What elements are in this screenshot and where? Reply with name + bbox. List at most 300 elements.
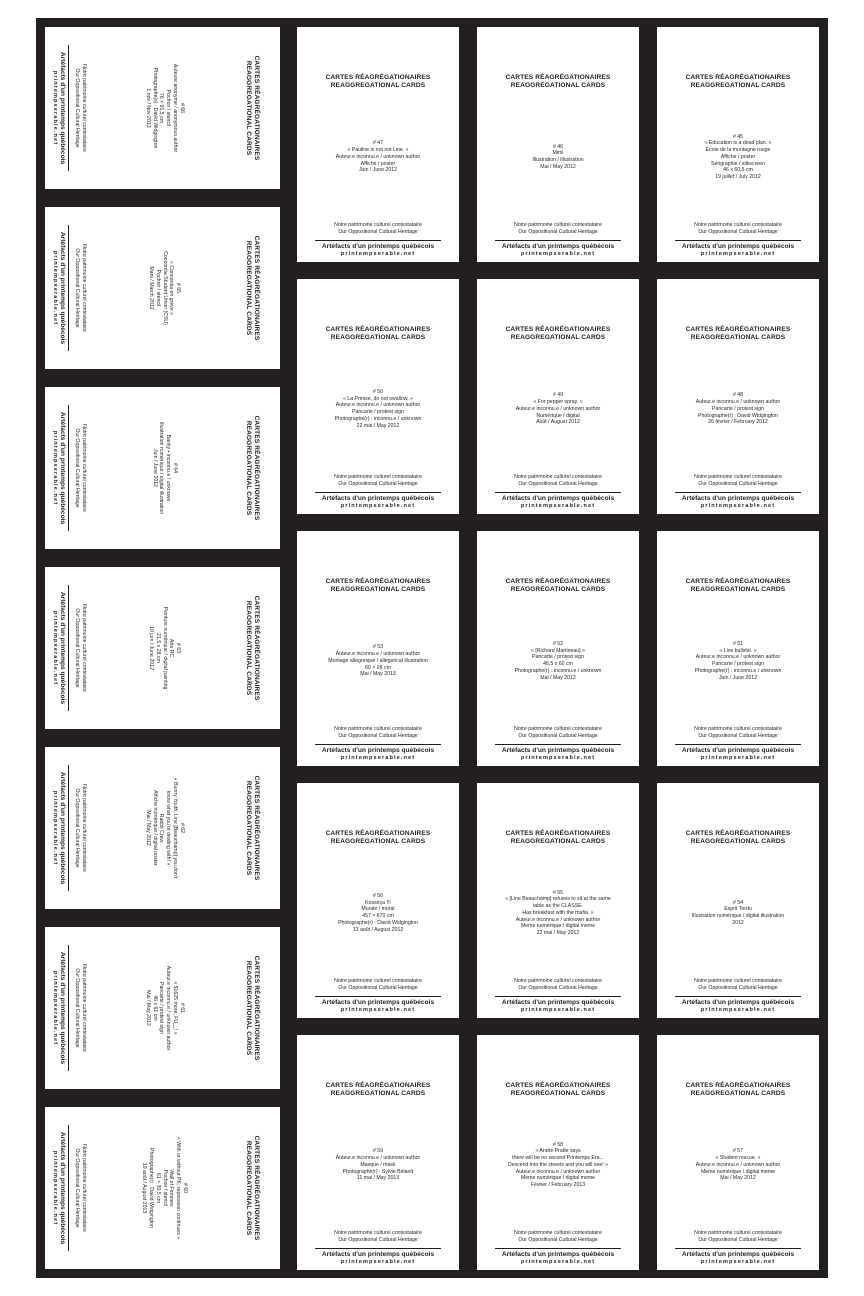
card-title-fr: CARTES RÉAGRÉGATIONAIRES — [505, 578, 611, 585]
heritage-en: Our Oppositional Cultural Heritage — [698, 481, 778, 488]
card-detail-line: « [Line Beauchamp] refuses to sit at the same — [505, 896, 611, 903]
heritage-fr: Notre patrimoine culturel contestataire — [80, 604, 87, 692]
card-title-fr: CARTES RÉAGRÉGATIONAIRES — [685, 74, 791, 81]
website-label: printempserable.net — [52, 790, 59, 866]
card-detail-line: 46 x 61 cm — [151, 995, 158, 1021]
website-label: printempserable.net — [520, 1006, 596, 1013]
card-title-en: REAGGREGATIONAL CARDS — [510, 81, 606, 89]
card-divider — [69, 765, 70, 891]
heritage-fr: Notre patrimoine culturel contestataire — [334, 474, 422, 481]
card-divider — [675, 744, 801, 745]
card-detail-line: Mai / May 2012 — [144, 990, 151, 1026]
card-divider — [69, 1125, 70, 1251]
card-title-en: REAGGREGATIONAL CARDS — [245, 600, 253, 696]
card-title-en: REAGGREGATIONAL CARDS — [245, 960, 253, 1056]
card-title-fr: CARTES RÉAGRÉGATIONAIRES — [325, 326, 431, 333]
heritage-en: Our Oppositional Cultural Heritage — [518, 1237, 598, 1244]
artefacts-label: Artéfacts d'un printemps québécois — [501, 242, 615, 250]
card-detail-line: Août / August 2012 — [536, 419, 580, 426]
card-number: # 52 — [552, 640, 564, 647]
card-detail-line: Pancarte / protest sign — [712, 661, 764, 668]
artefacts-label: Artéfacts d'un printemps québécois — [681, 1250, 795, 1258]
card-detail-line: Pochoir / stencil — [154, 269, 161, 307]
card-divider — [675, 996, 801, 997]
card-detail-line: Auteur.e inconnu.e / unknown author — [335, 651, 421, 658]
card-detail-line: Photographe(r) : inconnu.e / unknown — [694, 667, 782, 674]
artefacts-label: Artéfacts d'un printemps québécois — [681, 242, 795, 250]
card-title-fr: CARTES RÉAGRÉGATIONAIRES — [253, 595, 260, 701]
card-66 — [45, 27, 280, 189]
website-label: printempserable.net — [340, 1006, 416, 1013]
card-title-en: REAGGREGATIONAL CARDS — [245, 1140, 253, 1236]
card-divider — [675, 492, 801, 493]
card-divider — [495, 744, 621, 745]
card-number: # 62 — [178, 822, 185, 834]
card-detail-line: Sérigraphie / silkscreen — [711, 160, 765, 167]
card-title-fr: CARTES RÉAGRÉGATIONAIRES — [685, 578, 791, 585]
card-detail-line: 22 mai / May 2012 — [536, 930, 580, 937]
card-49 — [477, 279, 639, 514]
card-detail-line: Numérique / digital — [536, 412, 580, 419]
card-title-fr: CARTES RÉAGRÉGATIONAIRES — [505, 1082, 611, 1089]
heritage-fr: Notre patrimoine culturel contestataire — [80, 64, 87, 152]
card-detail-line: Pancarte / protest sign — [352, 409, 404, 416]
card-detail-line: Mai / May 2012 — [720, 1175, 756, 1182]
artefacts-label: Artéfacts d'un printemps québécois — [59, 951, 67, 1065]
card-61 — [45, 927, 280, 1089]
website-label: printempserable.net — [340, 250, 416, 257]
card-detail-line: Mai / May 2012 — [540, 674, 576, 681]
card-detail-line: 13 août / August 2012 — [352, 926, 404, 933]
card-number: # 51 — [732, 640, 744, 647]
website-label: printempserable.net — [520, 502, 596, 509]
artefacts-label: Artéfacts d'un printemps québécois — [59, 591, 67, 705]
card-detail-line: Pochoir / stencil — [165, 89, 172, 127]
card-detail-line: 2012 — [732, 919, 744, 926]
card-detail-line: Pancarte / protest sign — [712, 405, 764, 412]
card-content — [477, 1035, 639, 1270]
card-divider — [495, 996, 621, 997]
card-52 — [477, 531, 639, 766]
card-detail-line: 10 août / August 2013 — [141, 1162, 148, 1214]
card-title-en: REAGGREGATIONAL CARDS — [330, 333, 426, 341]
card-detail-line: 60 × 28 cm — [365, 664, 391, 671]
card-detail-line: Auteur.e inconnu.e / unknown author — [335, 402, 421, 409]
card-number: # 61 — [178, 1002, 185, 1014]
heritage-fr: Notre patrimoine culturel contestataire — [80, 424, 87, 512]
card-detail-line: Rabbit Crew — [158, 813, 165, 843]
card-number: # 65 — [175, 282, 182, 294]
website-label: printempserable.net — [520, 250, 596, 257]
card-58 — [477, 1035, 639, 1270]
card-54 — [657, 783, 819, 1018]
card-detail-line: Esprit Tordu — [724, 906, 752, 913]
card-title-en: REAGGREGATIONAL CARDS — [330, 1089, 426, 1097]
card-divider — [495, 1248, 621, 1249]
heritage-fr: Notre patrimoine culturel contestataire — [334, 726, 422, 733]
website-label: printempserable.net — [700, 1006, 776, 1013]
card-detail-line: Meme numérique / digital meme — [700, 1168, 776, 1175]
card-detail-line: Photographe(s) : David Widgington — [151, 67, 158, 149]
heritage-fr: Notre patrimoine culturel contestataire — [694, 474, 782, 481]
card-divider — [69, 405, 70, 531]
artefacts-label: Artéfacts d'un printemps québécois — [59, 1131, 67, 1245]
card-detail-line: 22 mai / May 2012 — [356, 422, 400, 429]
card-title-en: REAGGREGATIONAL CARDS — [690, 585, 786, 593]
card-detail-line: table as the CLASSE. — [532, 903, 584, 910]
heritage-en: Our Oppositional Cultural Heritage — [73, 608, 80, 688]
heritage-fr: Notre patrimoine culturel contestataire — [334, 978, 422, 985]
card-title-en: REAGGREGATIONAL CARDS — [510, 333, 606, 341]
card-detail-line: 10 juin / June 2012 — [148, 626, 155, 670]
card-detail-line: « $1625 more, FU__! » — [171, 981, 178, 1035]
card-content — [297, 1035, 459, 1270]
artefacts-label: Artéfacts d'un printemps québécois — [681, 494, 795, 502]
card-details — [336, 90, 421, 223]
card-detail-line: 46,5 x 60 cm — [543, 661, 573, 668]
card-content — [477, 27, 639, 262]
card-details — [532, 90, 583, 223]
card-title-fr: CARTES RÉAGRÉGATIONAIRES — [253, 235, 260, 341]
card-details — [87, 607, 245, 690]
card-55 — [477, 783, 639, 1018]
card-number: # 55 — [552, 889, 564, 896]
card-details — [328, 594, 428, 727]
card-detail-line: Mai / May 2012 — [144, 810, 151, 846]
card-detail-line: Masque / mask — [360, 1161, 396, 1168]
card-detail-line: École de la montagne rouge — [705, 147, 771, 154]
card-title-en: REAGGREGATIONAL CARDS — [245, 780, 253, 876]
card-number: # 66 — [178, 102, 185, 114]
card-number: # 46 — [552, 143, 564, 150]
card-detail-line: « André Pratte says — [535, 1148, 581, 1155]
heritage-en: Our Oppositional Cultural Heritage — [698, 985, 778, 992]
card-detail-line: know what you're dealing with! » — [165, 790, 172, 866]
card-title-fr: CARTES RÉAGRÉGATIONAIRES — [253, 775, 260, 881]
artefacts-label: Artéfacts d'un printemps québécois — [321, 494, 435, 502]
heritage-en: Our Oppositional Cultural Heritage — [338, 229, 418, 236]
card-number: # 48 — [732, 392, 744, 399]
card-detail-line: « La Presse, do not swallow. » — [342, 395, 414, 402]
card-title-en: REAGGREGATIONAL CARDS — [245, 240, 253, 336]
card-64 — [45, 387, 280, 549]
website-label: printempserable.net — [700, 1258, 776, 1265]
website-label: printempserable.net — [52, 430, 59, 506]
card-divider — [675, 1248, 801, 1249]
card-48 — [657, 279, 819, 514]
card-details — [505, 846, 611, 979]
card-content — [47, 387, 280, 549]
card-45 — [657, 27, 819, 262]
card-detail-line: Auteur.e inconnu.e / unknown author — [695, 399, 781, 406]
card-title-fr: CARTES RÉAGRÉGATIONAIRES — [253, 955, 260, 1061]
card-title-fr: CARTES RÉAGRÉGATIONAIRES — [505, 74, 611, 81]
card-detail-line: 26 février / February 2012 — [708, 419, 768, 426]
card-divider — [315, 240, 441, 241]
card-details — [516, 342, 601, 475]
card-divider — [69, 945, 70, 1071]
website-label: printempserable.net — [520, 1258, 596, 1265]
artefacts-label: Artéfacts d'un printemps québécois — [59, 771, 67, 885]
card-detail-line: Peinture numérique / digital painting — [161, 606, 168, 690]
card-details — [87, 966, 245, 1051]
card-details — [87, 251, 245, 325]
card-detail-line: Auteur.e inconnu.e / unknown author — [335, 1155, 421, 1162]
card-title-fr: CARTES RÉAGRÉGATIONAIRES — [505, 830, 611, 837]
heritage-en: Our Oppositional Cultural Heritage — [698, 733, 778, 740]
card-details — [338, 846, 418, 979]
card-content — [47, 567, 280, 729]
card-number: # 64 — [171, 462, 178, 474]
card-divider — [315, 1248, 441, 1249]
card-title-fr: CARTES RÉAGRÉGATIONAIRES — [505, 326, 611, 333]
card-detail-line: Juin / June 2012 — [151, 448, 158, 488]
card-number: # 45 — [732, 133, 744, 140]
card-detail-line: Photographe(r) : Sylvie Béland — [342, 1168, 414, 1175]
card-content — [657, 279, 819, 514]
artefacts-label: Artéfacts d'un printemps québécois — [321, 746, 435, 754]
card-51 — [657, 531, 819, 766]
artefacts-label: Artéfacts d'un printemps québécois — [59, 411, 67, 525]
card-content — [47, 27, 280, 189]
heritage-fr: Notre patrimoine culturel contestataire — [514, 726, 602, 733]
card-details — [696, 342, 781, 475]
card-title-en: REAGGREGATIONAL CARDS — [245, 60, 253, 156]
card-detail-line: 46 x 60,5 cm — [723, 167, 753, 174]
card-title-en: REAGGREGATIONAL CARDS — [690, 837, 786, 845]
card-title-en: REAGGREGATIONAL CARDS — [510, 585, 606, 593]
heritage-en: Our Oppositional Cultural Heritage — [698, 1237, 778, 1244]
card-detail-line: « [Richard Martineau] » — [531, 647, 585, 654]
card-detail-line: 457 × 670 cm — [362, 913, 394, 920]
website-label: printempserable.net — [52, 970, 59, 1046]
website-label: printempserable.net — [340, 754, 416, 761]
card-detail-line: « Bunny Youth, Line [Beauchamp] you don't — [171, 777, 178, 879]
card-number: # 56 — [372, 892, 384, 899]
card-detail-line: Concordia Student Union (CSU) — [161, 251, 168, 325]
card-detail-line: Montage allégorique / allegorical illustration — [328, 657, 428, 664]
card-detail-line: Illustration numérique / digital illustration — [158, 421, 165, 515]
card-title-fr: CARTES RÉAGRÉGATIONAIRES — [325, 830, 431, 837]
heritage-fr: Notre patrimoine culturel contestataire — [514, 222, 602, 229]
card-detail-line: Murale / mural — [361, 906, 395, 913]
card-65 — [45, 207, 280, 369]
card-number: # 47 — [372, 140, 384, 147]
card-content — [47, 1107, 280, 1269]
card-title-fr: CARTES RÉAGRÉGATIONAIRES — [325, 1082, 431, 1089]
card-detail-line: Mai / May 2013 — [360, 671, 396, 678]
card-content — [297, 279, 459, 514]
website-label: printempserable.net — [700, 250, 776, 257]
card-detail-line: there will be no second Printemps Éra... — [512, 1155, 604, 1162]
website-label: printempserable.net — [700, 502, 776, 509]
heritage-fr: Notre patrimoine culturel contestataire — [80, 244, 87, 332]
heritage-en: Our Oppositional Cultural Heritage — [698, 229, 778, 236]
card-content — [297, 531, 459, 766]
card-detail-line: Descend into the streets and you will see! » — [507, 1161, 609, 1168]
heritage-fr: Notre patrimoine culturel contestataire — [80, 784, 87, 872]
artefacts-label: Artéfacts d'un printemps québécois — [501, 746, 615, 754]
card-detail-line: Auteur.e inconnu.e / unknown author — [515, 916, 601, 923]
card-detail-line: Meme numérique / digital meme — [520, 923, 596, 930]
card-detail-line: Auteur.e inconnu.e / unknown author — [165, 965, 172, 1051]
card-detail-line: Pancarte / protest sign — [158, 982, 165, 1034]
card-details — [87, 422, 245, 514]
heritage-fr: Notre patrimoine culturel contestataire — [514, 474, 602, 481]
card-title-en: REAGGREGATIONAL CARDS — [690, 333, 786, 341]
card-detail-line: Photographe(r) : inconnu.e / unknown — [334, 415, 422, 422]
card-title-fr: CARTES RÉAGRÉGATIONAIRES — [685, 1082, 791, 1089]
card-number: # 57 — [732, 1148, 744, 1155]
card-62 — [45, 747, 280, 909]
card-number: # 54 — [732, 899, 744, 906]
card-detail-line: Arts RC — [168, 638, 175, 658]
card-detail-line: 21,5 x 28 cm — [154, 633, 161, 663]
card-detail-line: Février / February 2013 — [530, 1182, 586, 1189]
website-label: printempserable.net — [52, 250, 59, 326]
card-content — [297, 783, 459, 1018]
card-detail-line: Mimi — [552, 150, 564, 157]
card-title-fr: CARTES RÉAGRÉGATIONAIRES — [253, 55, 260, 161]
card-detail-line: Auteur.e inconnu.e / unknown author — [695, 654, 781, 661]
card-details — [515, 594, 602, 727]
website-label: printempserable.net — [340, 1258, 416, 1265]
website-label: printempserable.net — [52, 610, 59, 686]
heritage-en: Our Oppositional Cultural Heritage — [73, 968, 80, 1048]
card-title-fr: CARTES RÉAGRÉGATIONAIRES — [685, 326, 791, 333]
card-detail-line: Affiche / poster — [720, 153, 756, 160]
heritage-fr: Notre patrimoine culturel contestataire — [694, 222, 782, 229]
card-53 — [297, 531, 459, 766]
card-content — [477, 783, 639, 1018]
card-title-fr: CARTES RÉAGRÉGATIONAIRES — [325, 578, 431, 585]
card-content — [657, 27, 819, 262]
card-title-fr: CARTES RÉAGRÉGATIONAIRES — [685, 830, 791, 837]
card-sheet — [36, 18, 828, 1278]
card-57 — [657, 1035, 819, 1270]
artefacts-label: Artéfacts d'un printemps québécois — [501, 998, 615, 1006]
card-detail-line: Photographe(r) : inconnu.e / unknown — [514, 667, 602, 674]
heritage-en: Our Oppositional Cultural Heritage — [518, 985, 598, 992]
website-label: printempserable.net — [520, 754, 596, 761]
card-detail-line: Has breakfast with the mafia. » — [522, 909, 594, 916]
heritage-fr: Notre patrimoine culturel contestataire — [80, 964, 87, 1052]
card-detail-line: Wall of Femmes — [168, 1169, 175, 1207]
card-title-en: REAGGREGATIONAL CARDS — [510, 837, 606, 845]
card-details — [705, 90, 772, 223]
card-number: # 63 — [175, 642, 182, 654]
card-title-en: REAGGREGATIONAL CARDS — [330, 837, 426, 845]
card-details — [336, 1098, 421, 1231]
card-details — [508, 1098, 608, 1231]
website-label: printempserable.net — [52, 70, 59, 146]
card-divider — [69, 225, 70, 351]
card-number: # 50 — [372, 388, 384, 395]
card-47 — [297, 27, 459, 262]
card-title-en: REAGGREGATIONAL CARDS — [330, 585, 426, 593]
card-detail-line: Juin / June 2012 — [718, 674, 758, 681]
card-details — [87, 64, 245, 152]
card-divider — [675, 240, 801, 241]
card-title-en: REAGGREGATIONAL CARDS — [245, 420, 253, 516]
card-details — [87, 1137, 245, 1239]
card-detail-line: Auteure anonyme / anonymous author — [171, 63, 178, 153]
heritage-en: Our Oppositional Cultural Heritage — [518, 229, 598, 236]
card-content — [477, 279, 639, 514]
card-detail-line: Auteur.e inconnu.e / unknown author — [695, 1161, 781, 1168]
card-detail-line: Affiche numérique / digital poster — [151, 790, 158, 866]
card-63 — [45, 567, 280, 729]
card-detail-line: Banky • inconnu.e / unknown — [165, 434, 172, 502]
artefacts-label: Artéfacts d'un printemps québécois — [501, 1250, 615, 1258]
card-46 — [477, 27, 639, 262]
artefacts-label: Artéfacts d'un printemps québécois — [59, 231, 67, 345]
card-detail-line: Mai / May 2012 — [540, 163, 576, 170]
heritage-en: Our Oppositional Cultural Heritage — [73, 428, 80, 508]
card-number: # 59 — [372, 1148, 384, 1155]
card-detail-line: Illustration / illustration — [532, 157, 584, 164]
card-title-en: REAGGREGATIONAL CARDS — [510, 1089, 606, 1097]
card-details — [696, 1098, 781, 1231]
heritage-en: Our Oppositional Cultural Heritage — [73, 1148, 80, 1228]
card-number: # 58 — [552, 1141, 564, 1148]
artefacts-label: Artéfacts d'un printemps québécois — [321, 998, 435, 1006]
card-number: # 49 — [552, 392, 564, 399]
card-detail-line: Meme numérique / digital meme — [520, 1175, 596, 1182]
card-detail-line: « For pepper spray. » — [533, 399, 583, 406]
artefacts-label: Artéfacts d'un printemps québécois — [501, 494, 615, 502]
card-detail-line: 1 nov / Nov 2013 — [144, 88, 151, 128]
card-detail-line: Illustration numérique / digital illustration — [691, 913, 785, 920]
card-detail-line: Pancarte / protest sign — [532, 654, 584, 661]
heritage-en: Our Oppositional Cultural Heritage — [338, 481, 418, 488]
heritage-en: Our Oppositional Cultural Heritage — [518, 733, 598, 740]
card-title-en: REAGGREGATIONAL CARDS — [690, 1089, 786, 1097]
heritage-en: Our Oppositional Cultural Heritage — [338, 1237, 418, 1244]
card-56 — [297, 783, 459, 1018]
heritage-fr: Notre patrimoine culturel contestataire — [694, 978, 782, 985]
card-number: # 60 — [181, 1182, 188, 1194]
card-content — [657, 531, 819, 766]
card-60 — [45, 1107, 280, 1269]
card-title-fr: CARTES RÉAGRÉGATIONAIRES — [253, 415, 260, 521]
heritage-en: Our Oppositional Cultural Heritage — [338, 733, 418, 740]
card-divider — [495, 492, 621, 493]
card-detail-line: Affiche / poster — [360, 160, 396, 167]
card-detail-line: 11 mai / May 2013 — [356, 1175, 400, 1182]
card-detail-line: « Student rescue. » — [715, 1155, 761, 1162]
card-detail-line: Pochoir / stencil — [161, 1169, 168, 1207]
card-content — [47, 927, 280, 1089]
artefacts-label: Artéfacts d'un printemps québécois — [681, 746, 795, 754]
heritage-fr: Notre patrimoine culturel contestataire — [694, 1230, 782, 1237]
card-detail-line: « Pauline is not not Line. » — [347, 147, 409, 154]
heritage-en: Our Oppositional Cultural Heritage — [73, 248, 80, 328]
artefacts-label: Artéfacts d'un printemps québécois — [321, 242, 435, 250]
card-detail-line: Auteur.e inconnu.e / unknown author — [515, 1168, 601, 1175]
card-content — [297, 27, 459, 262]
card-details — [695, 594, 782, 727]
heritage-fr: Notre patrimoine culturel contestataire — [334, 1230, 422, 1237]
card-details — [335, 342, 422, 475]
heritage-fr: Notre patrimoine culturel contestataire — [334, 222, 422, 229]
website-label: printempserable.net — [52, 1150, 59, 1226]
card-content — [657, 1035, 819, 1270]
card-detail-line: Juin / June 2012 — [358, 167, 398, 174]
website-label: printempserable.net — [340, 502, 416, 509]
card-title-en: REAGGREGATIONAL CARDS — [330, 81, 426, 89]
card-detail-line: « Education is a dead plan. » — [704, 140, 772, 147]
